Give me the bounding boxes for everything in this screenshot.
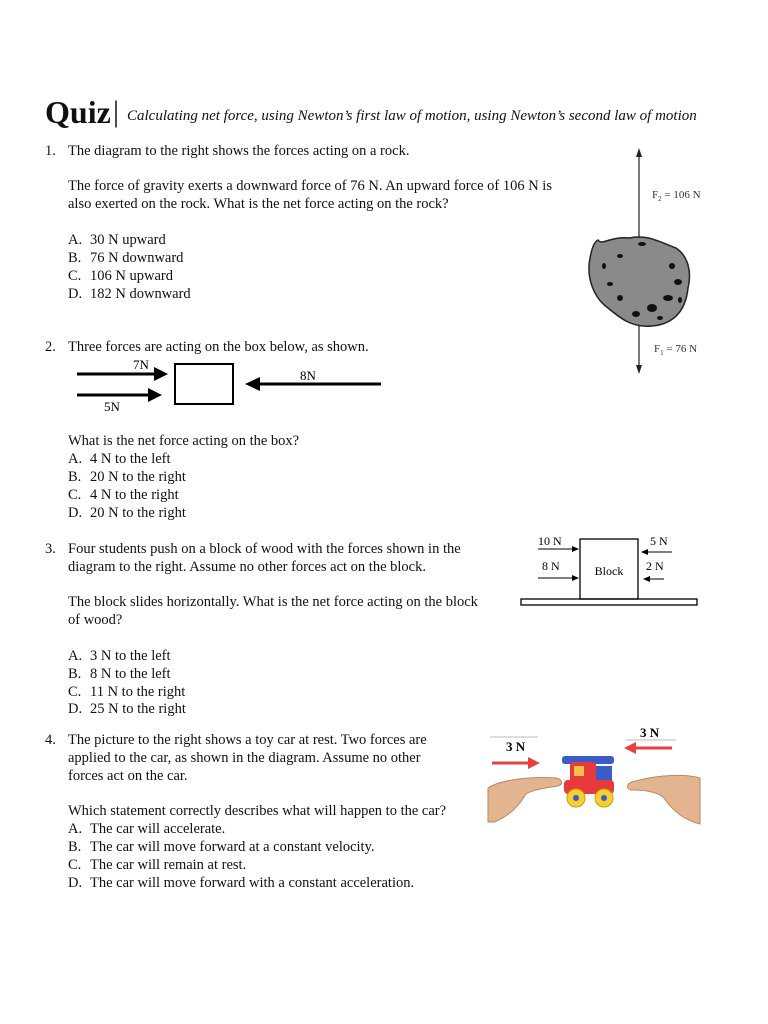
answer-option[interactable]: D. 20 N to the right (68, 505, 186, 521)
question-number: 3. (45, 541, 56, 557)
question-prompt: What is the net force acting on the box? (68, 433, 300, 449)
left-hand (488, 777, 562, 822)
answer-option[interactable]: C. The car will remain at rest. (68, 857, 247, 873)
label-5n: 5 N (650, 534, 668, 548)
answer-option[interactable]: D. 182 N downward (68, 286, 191, 302)
arrow-8n-head (245, 377, 260, 391)
f1-label: $F_1 = 76$ N (654, 343, 698, 357)
f2-label: $F_2 = 106$ N (652, 189, 701, 203)
left-force-label: 3 N (506, 739, 526, 754)
question-text: diagram to the right. Assume no other forces act on the block. (68, 559, 426, 575)
surface (521, 599, 697, 605)
label-2n: 2 N (646, 559, 664, 573)
label-5n: 5N (104, 399, 120, 414)
block-label: Block (594, 564, 624, 578)
answer-option[interactable]: A. The car will accelerate. (68, 821, 226, 837)
car-hub-back (601, 795, 607, 801)
question-number: 4. (45, 732, 56, 748)
left-force-arrow-head (528, 757, 540, 769)
question-number: 1. (45, 143, 56, 159)
answer-option[interactable]: B. The car will move forward at a constant velocity. (68, 839, 375, 855)
right-hand (628, 775, 701, 824)
question-text: Four students push on a block of wood with the forces shown in the (68, 541, 461, 557)
arrow-5n-head (641, 549, 648, 555)
rock-force-diagram (580, 148, 710, 376)
answer-option[interactable]: C. 106 N upward (68, 268, 173, 284)
question-text: applied to the car, as shown in the diagram. Assume no other (68, 750, 421, 766)
quiz-title: Quiz (45, 94, 111, 130)
arrow-10n-head (572, 546, 579, 552)
question-text: The block slides horizontally. What is the net force acting on the block (68, 594, 478, 610)
car-window (574, 766, 584, 776)
title-separator: | (113, 95, 120, 128)
answer-option[interactable]: A. 4 N to the left (68, 451, 171, 467)
up-arrow-head (636, 148, 642, 157)
answer-option[interactable]: A. 30 N upward (68, 232, 166, 248)
car-hub-front (573, 795, 579, 801)
question-text: forces act on the car. (68, 768, 188, 784)
down-arrow-head (636, 365, 642, 374)
right-force-label: 3 N (640, 725, 660, 740)
answer-option[interactable]: D. The car will move forward with a constant acceleration. (68, 875, 415, 891)
label-8n: 8N (300, 368, 316, 383)
answer-option[interactable]: C. 11 N to the right (68, 684, 186, 700)
question-number: 2. (45, 339, 56, 355)
block-force-diagram (518, 532, 702, 612)
answer-option[interactable]: A. 3 N to the left (68, 648, 171, 664)
right-force-arrow-head (624, 742, 636, 754)
answer-option[interactable]: D. 25 N to the right (68, 701, 186, 717)
question-text: Which statement correctly describes what will happen to the car? (68, 803, 447, 819)
label-7n: 7N (133, 357, 149, 372)
arrow-8n-head (572, 575, 579, 581)
answer-option[interactable]: B. 8 N to the left (68, 666, 171, 682)
toy-car-picture (480, 718, 706, 828)
label-8n: 8 N (542, 559, 560, 573)
box-force-diagram (70, 356, 390, 416)
question-text: The diagram to the right shows the forces acting on a rock. (68, 143, 410, 159)
arrow-2n-head (643, 576, 650, 582)
answer-option[interactable]: B. 20 N to the right (68, 469, 186, 485)
answer-option[interactable]: B. 76 N downward (68, 250, 184, 266)
box (175, 364, 233, 404)
question-text: of wood? (68, 612, 123, 628)
question-text: The picture to the right shows a toy car at rest. Two forces are (68, 732, 427, 748)
arrow-7n-head (154, 367, 168, 381)
arrow-5n-head (148, 388, 162, 402)
question-text: also exerted on the rock. What is the net force acting on the rock? (68, 196, 449, 212)
quiz-subtitle: Calculating net force, using Newton’s first law of motion, using Newton’s second law of motion (127, 108, 697, 124)
question-text: Three forces are acting on the box below, as shown. (68, 339, 369, 355)
question-text: The force of gravity exerts a downward force of 76 N. An upward force of 106 N is (68, 178, 552, 194)
label-10n: 10 N (538, 534, 562, 548)
answer-option[interactable]: C. 4 N to the right (68, 487, 179, 503)
